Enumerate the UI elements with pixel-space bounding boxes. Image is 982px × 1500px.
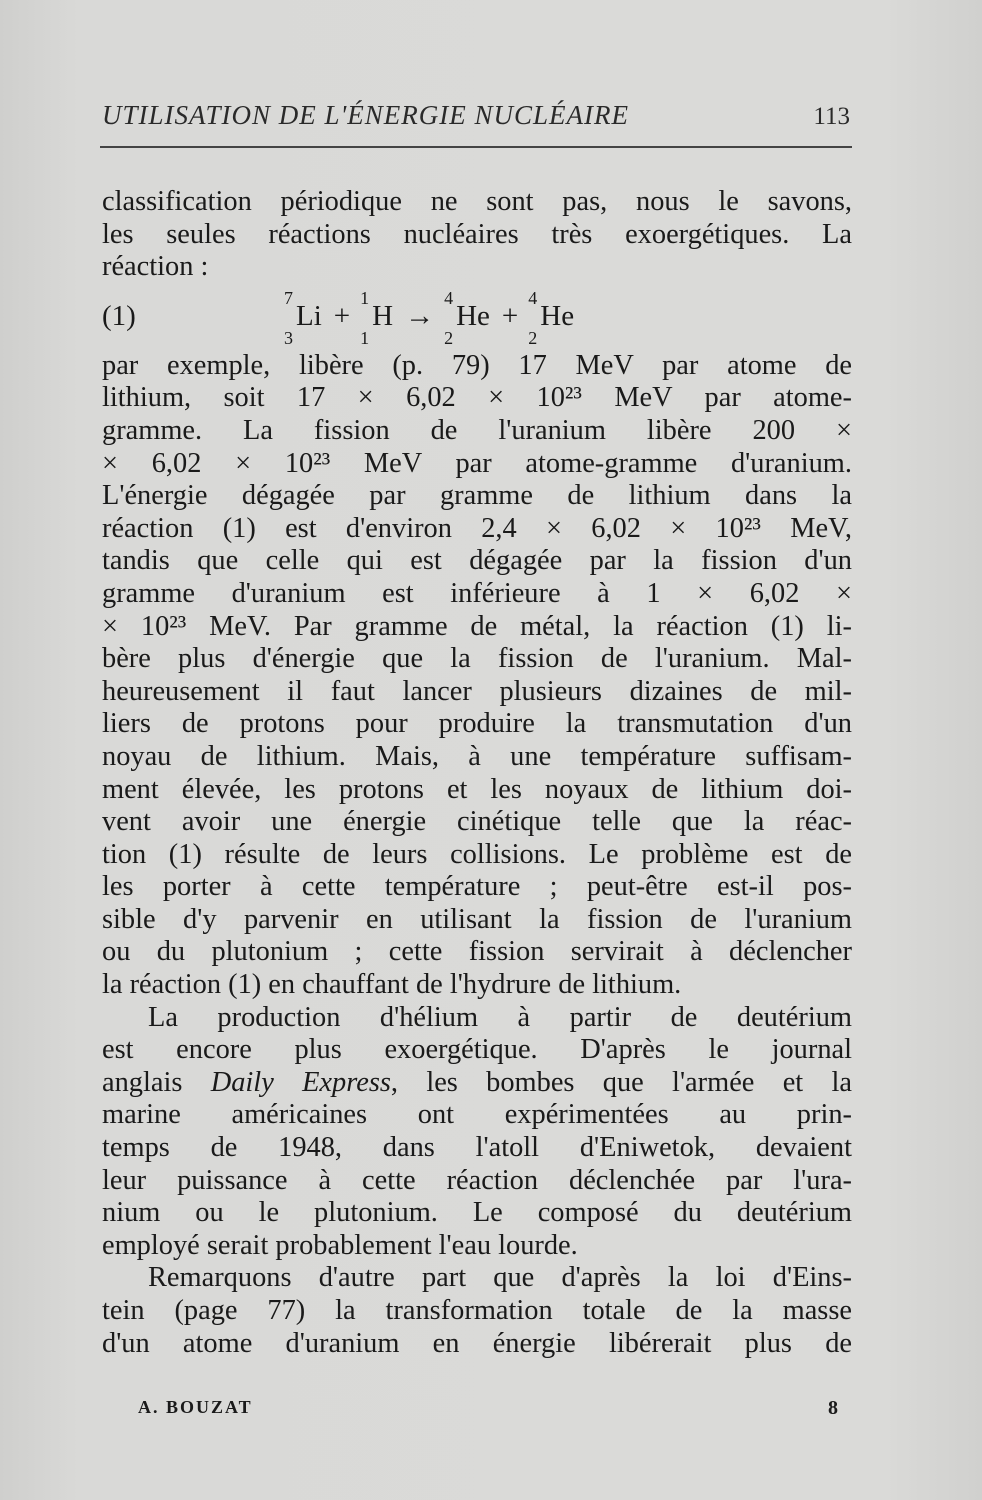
- text-line: × 10²³ MeV. Par gramme de métal, la réaction (1) li-: [102, 610, 852, 642]
- text-line: noyau de lithium. Mais, à une température suffisam-: [102, 740, 852, 772]
- text-line: la réaction (1) en chauffant de l'hydrure de lithium.: [102, 969, 682, 1001]
- text-line: ou du plutonium ; cette fission servirait à déclencher: [102, 936, 852, 968]
- nuclide-hydrogen: [360, 287, 394, 348]
- text-line: × 6,02 × 10²³ MeV par atome-gramme d'uranium.: [102, 447, 852, 479]
- equation-label: (1): [102, 299, 136, 332]
- equation-expression: [284, 287, 576, 348]
- mass-number: 1: [360, 287, 370, 308]
- element-symbol: He: [456, 299, 490, 332]
- body-text: [102, 186, 852, 1360]
- newspaper-title: Daily Express: [210, 1066, 391, 1098]
- text-line: tein (page 77) la transformation totale de la masse: [102, 1295, 852, 1326]
- sheet-number: 8: [828, 1397, 838, 1419]
- atomic-number: 3: [284, 327, 293, 348]
- text-line: gramme d'uranium est inférieure à 1 × 6,02 ×: [102, 577, 852, 609]
- nuclide-lithium: [284, 287, 322, 348]
- element-symbol: He: [540, 299, 575, 332]
- text-line: L'énergie dégagée par gramme de lithium dans la: [102, 480, 852, 512]
- text-line: temps de 1948, dans l'atoll d'Eniwetok, devaient: [102, 1132, 852, 1164]
- text-line: réaction (1) est d'environ 2,4 × 6,02 × 10²³ MeV,: [102, 512, 852, 544]
- text-line: gramme. La fission de l'uranium libère 200 ×: [102, 414, 852, 446]
- element-symbol: Li: [296, 299, 322, 332]
- text-line: heureusement il faut lancer plusieurs dizaines de mil-: [102, 675, 852, 707]
- atomic-number: 1: [360, 327, 370, 348]
- printer-signature-author: A. BOUZAT: [138, 1397, 253, 1417]
- text-line: lithium, soit 17 × 6,02 × 10²³ MeV par atome-: [102, 382, 852, 414]
- operator: +: [501, 299, 519, 332]
- text-line: tandis que celle qui est dégagée par la fission d'un: [102, 545, 852, 577]
- element-symbol: H: [372, 299, 394, 332]
- text-line: vent avoir une énergie cinétique telle que la réac-: [102, 806, 852, 838]
- text-line: marine américaines ont expérimentées au prin-: [102, 1099, 852, 1131]
- text-line: est encore plus exoergétique. D'après le journal: [102, 1034, 852, 1066]
- nuclide-helium: [444, 287, 490, 348]
- mass-number: 4: [444, 287, 454, 308]
- mass-number: 7: [284, 287, 293, 308]
- operator: +: [333, 299, 351, 332]
- text-line: par exemple, libère (p. 79) 17 MeV par atome de: [102, 349, 852, 381]
- atomic-number: 2: [528, 327, 538, 348]
- mass-number: 4: [528, 287, 538, 308]
- text-line: employé serait probablement l'eau lourde.: [102, 1229, 578, 1261]
- nuclide-helium: [528, 287, 575, 348]
- running-head: [102, 100, 854, 131]
- text-line: réaction :: [102, 251, 209, 283]
- text-line: La production d'hélium à partir de deutérium: [148, 1001, 852, 1033]
- nuclear-equation: [102, 287, 852, 348]
- text-line: d'un atome d'uranium en énergie libérerait plus de: [102, 1327, 852, 1359]
- text-line: classification périodique ne sont pas, nous le savons,: [102, 186, 852, 217]
- text-line: nium ou le plutonium. Le composé du deutérium: [102, 1197, 852, 1229]
- text-fragment: anglais: [102, 1066, 183, 1098]
- text-line: bère plus d'énergie que la fission de l'uranium. Mal-: [102, 643, 852, 675]
- text-fragment: , les bombes que l'armée et la: [390, 1066, 852, 1098]
- text-line: tion (1) résulte de leurs collisions. Le problème est de: [102, 838, 852, 870]
- page-footer: [138, 1397, 838, 1420]
- operator: →: [405, 299, 435, 332]
- text-line: les porter à cette température ; peut-être est-il pos-: [102, 871, 852, 903]
- atomic-number: 2: [444, 327, 454, 348]
- header-rule: [100, 146, 852, 148]
- text-line: ment élevée, les protons et les noyaux de lithium doi-: [102, 773, 852, 805]
- page-number: 113: [813, 103, 850, 130]
- text-line: Remarquons d'autre part que d'après la loi d'Eins-: [148, 1262, 852, 1294]
- text-line: sible d'y parvenir en utilisant la fission de l'uranium: [102, 903, 852, 935]
- text-line: leur puissance à cette réaction déclenchée par l'ura-: [102, 1164, 852, 1196]
- running-head-title: UTILISATION DE L'ÉNERGIE NUCLÉAIRE: [102, 100, 630, 130]
- text-line: les seules réactions nucléaires très exoergétiques. La: [102, 218, 852, 250]
- text-line: liers de protons pour produire la transmutation d'un: [102, 708, 852, 740]
- text-line: [102, 1067, 852, 1100]
